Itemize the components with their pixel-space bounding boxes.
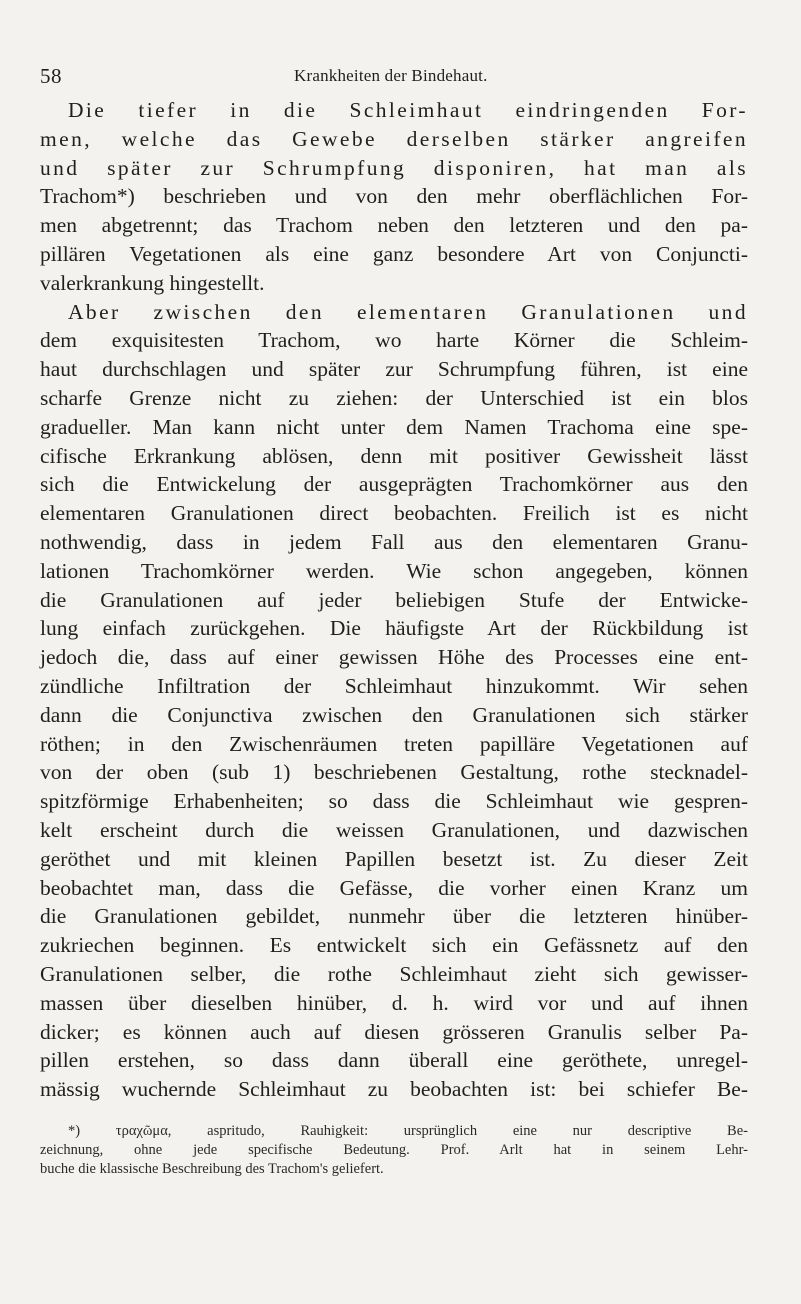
text-line: und später zur Schrumpfung disponiren, hat man als bbox=[40, 155, 748, 180]
text-line: geröthet und mit kleinen Papillen besetzt ist. Zu dieser Zeit bbox=[40, 846, 748, 871]
text-line: Trachom*) beschrieben und von den mehr oberflächlichen For- bbox=[40, 184, 748, 209]
text-line: valerkrankung hingestellt. bbox=[40, 270, 265, 295]
footnote-line: zeichnung, ohne jede specifische Bedeutung. Prof. Arlt hat in seinem Lehr- bbox=[40, 1142, 748, 1158]
text-line: dicker; es können auch auf diesen grösseren Granulis selber Pa- bbox=[40, 1019, 748, 1044]
text-line: sich die Entwickelung der ausgeprägten Trachomkörner aus den bbox=[40, 472, 748, 497]
footnote bbox=[40, 1122, 748, 1179]
text-line: Aber zwischen den elementaren Granulationen und bbox=[68, 299, 748, 324]
page-number: 58 bbox=[40, 64, 62, 88]
text-line: von der oben (sub 1) beschriebenen Gestaltung, rothe stecknadel- bbox=[40, 760, 748, 785]
text-line: zukriechen beginnen. Es entwickelt sich ein Gefässnetz auf den bbox=[40, 933, 748, 958]
text-line: cifische Erkrankung ablösen, denn mit positiver Gewissheit lässt bbox=[40, 443, 748, 468]
text-line: nothwendig, dass in jedem Fall aus den elementaren Granu- bbox=[40, 529, 748, 554]
text-line: die Granulationen gebildet, nunmehr über die letzteren hinüber- bbox=[40, 904, 748, 929]
text-line: lung einfach zurückgehen. Die häufigste Art der Rückbildung ist bbox=[40, 616, 748, 641]
text-line: haut durchschlagen und später zur Schrumpfung führen, ist eine bbox=[40, 357, 748, 382]
text-line: pillären Vegetationen als eine ganz besondere Art von Conjuncti- bbox=[40, 241, 748, 266]
page-header bbox=[40, 64, 748, 92]
text-line: dem exquisitesten Trachom, wo harte Körner die Schleim- bbox=[40, 328, 748, 353]
text-line: röthen; in den Zwischenräumen treten papilläre Vegetationen auf bbox=[40, 731, 748, 756]
text-line: spitzförmige Erhabenheiten; so dass die Schleimhaut wie gespren- bbox=[40, 789, 748, 814]
body-text bbox=[40, 96, 748, 1104]
text-line: massen über dieselben hinüber, d. h. wird vor und auf ihnen bbox=[40, 990, 748, 1015]
text-line: dann die Conjunctiva zwischen den Granulationen sich stärker bbox=[40, 702, 748, 727]
text-line: gradueller. Man kann nicht unter dem Namen Trachoma eine spe- bbox=[40, 414, 748, 439]
text-line: jedoch die, dass auf einer gewissen Höhe des Processes eine ent- bbox=[40, 645, 748, 670]
text-line: mässig wuchernde Schleimhaut zu beobachten ist: bei schiefer Be- bbox=[40, 1077, 748, 1102]
text-line: men abgetrennt; das Trachom neben den letzteren und den pa- bbox=[40, 213, 748, 238]
running-head: Krankheiten der Bindehaut. bbox=[294, 66, 488, 85]
text-line: Die tiefer in die Schleimhaut eindringenden For- bbox=[68, 98, 748, 122]
text-line: beobachtet man, dass die Gefässe, die vorher einen Kranz um bbox=[40, 875, 748, 900]
footnote-line: buche die klassische Beschreibung des Trachom's geliefert. bbox=[40, 1161, 384, 1177]
text-line: pillen erstehen, so dass dann überall eine geröthete, unregel- bbox=[40, 1048, 748, 1073]
text-line: Granulationen selber, die rothe Schleimhaut zieht sich gewisser- bbox=[40, 961, 748, 986]
text-line: elementaren Granulationen direct beobachten. Freilich ist es nicht bbox=[40, 501, 748, 526]
text-line: scharfe Grenze nicht zu ziehen: der Unterschied ist ein blos bbox=[40, 385, 748, 410]
text-line: men, welche das Gewebe derselben stärker angreifen bbox=[40, 126, 748, 151]
text-line: zündliche Infiltration der Schleimhaut hinzukommt. Wir sehen bbox=[40, 673, 748, 698]
text-line: lationen Trachomkörner werden. Wie schon angegeben, können bbox=[40, 558, 748, 583]
footnote-line: *) τραχῶμα, aspritudo, Rauhigkeit: ursprünglich eine nur descriptive Be- bbox=[68, 1123, 748, 1139]
text-line: kelt erscheint durch die weissen Granulationen, und dazwischen bbox=[40, 817, 748, 842]
text-line: die Granulationen auf jeder beliebigen Stufe der Entwicke- bbox=[40, 587, 748, 612]
